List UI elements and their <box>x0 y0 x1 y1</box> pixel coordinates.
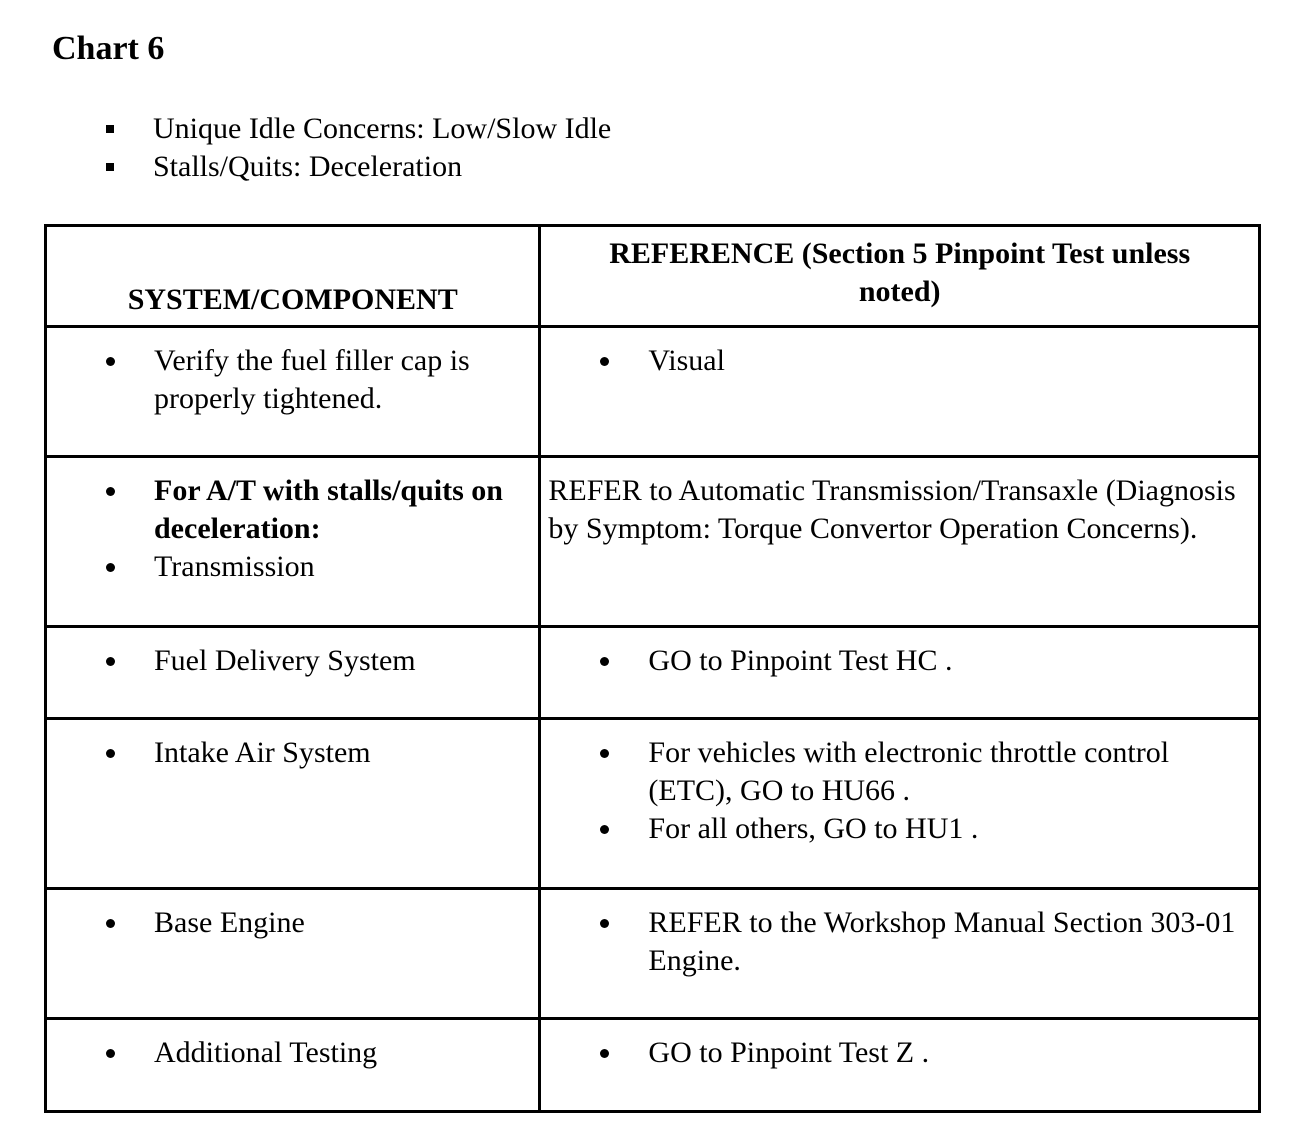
reference-cell <box>540 627 1260 719</box>
table-row <box>46 1019 1260 1112</box>
bullet-item: Base Engine <box>47 904 528 942</box>
bullet-icon <box>106 749 115 758</box>
bullet-icon <box>106 563 115 572</box>
system-cell <box>46 889 540 1019</box>
bullet-icon <box>600 919 609 928</box>
bullet-icon <box>106 487 115 496</box>
bullet-item: For all others, GO to HU1 . <box>541 810 1248 848</box>
table-row <box>46 627 1260 719</box>
bullet-icon <box>600 749 609 758</box>
bullet-icon <box>106 1049 115 1058</box>
reference-cell <box>540 1019 1260 1112</box>
system-cell <box>46 1019 540 1112</box>
bullet-icon <box>600 825 609 834</box>
diagnostic-table <box>44 224 1261 1113</box>
header-system-component: SYSTEM/COMPONENT <box>46 226 540 327</box>
table-row <box>46 327 1260 457</box>
bullet-item: Additional Testing <box>47 1034 528 1072</box>
bullet-item: Verify the fuel filler cap is properly tightened. <box>47 342 528 418</box>
bullet-icon <box>106 357 115 366</box>
square-bullet-icon <box>106 125 114 133</box>
bullet-item: Intake Air System <box>47 734 528 772</box>
reference-cell <box>540 327 1260 457</box>
bullet-item: Transmission <box>47 548 528 586</box>
bullet-icon <box>106 657 115 666</box>
bullet-icon <box>106 919 115 928</box>
reference-cell <box>540 719 1260 889</box>
bullet-item: GO to Pinpoint Test HC . <box>541 642 1248 680</box>
table-row <box>46 457 1260 627</box>
bullet-item: For A/T with stalls/quits on deceleration: <box>47 472 528 548</box>
bullet-icon <box>600 357 609 366</box>
header-reference: REFERENCE (Section 5 Pinpoint Test unless noted) <box>540 226 1260 327</box>
bullet-icon <box>600 1049 609 1058</box>
bullet-item: Visual <box>541 342 1248 380</box>
square-bullet-icon <box>106 163 114 171</box>
system-cell <box>46 627 540 719</box>
concern-item <box>100 148 611 186</box>
bullet-icon <box>600 657 609 666</box>
bullet-item: Fuel Delivery System <box>47 642 528 680</box>
reference-cell <box>540 457 1260 627</box>
table-row <box>46 889 1260 1019</box>
system-cell <box>46 457 540 627</box>
table-row <box>46 719 1260 889</box>
system-cell <box>46 327 540 457</box>
reference-cell <box>540 889 1260 1019</box>
table-header-row <box>46 226 1260 327</box>
bullet-item: REFER to the Workshop Manual Section 303-01 Engine. <box>541 904 1248 980</box>
system-cell <box>46 719 540 889</box>
chart-title: Chart 6 <box>52 30 165 67</box>
concern-list <box>100 110 611 186</box>
reference-text: REFER to Automatic Transmission/Transaxle (Diagnosis by Symptom: Torque Convertor Operation Concerns). <box>548 474 1236 545</box>
concern-text: Stalls/Quits: Deceleration <box>153 150 463 183</box>
bullet-item: For vehicles with electronic throttle control (ETC), GO to HU66 . <box>541 734 1248 810</box>
bullet-item: GO to Pinpoint Test Z . <box>541 1034 1248 1072</box>
concern-text: Unique Idle Concerns: Low/Slow Idle <box>153 112 612 145</box>
concern-item <box>100 110 611 148</box>
